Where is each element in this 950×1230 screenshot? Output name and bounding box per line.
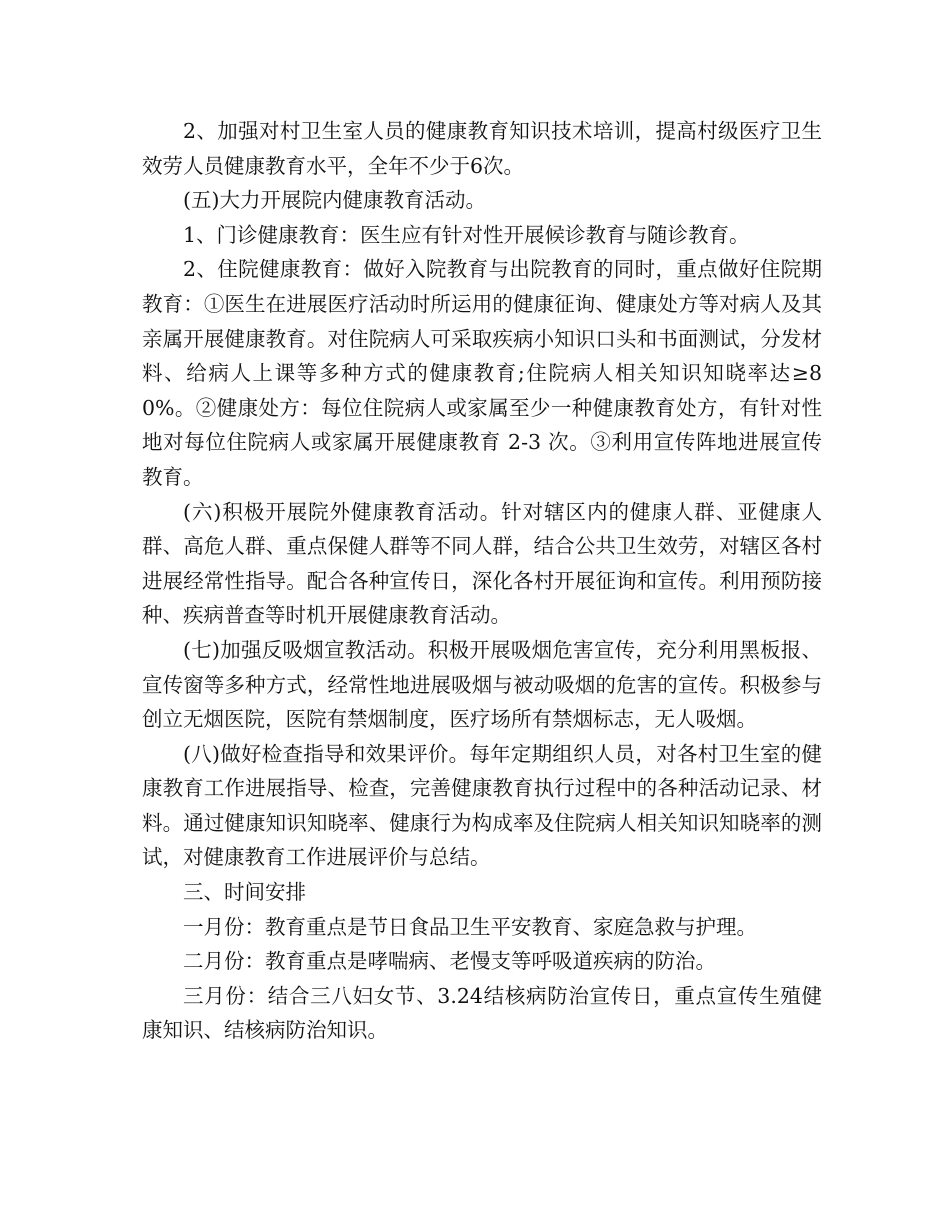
paragraph-inpatient-education: 2、住院健康教育：做好入院教育与出院教育的同时，重点做好住院期教育：①医生在进展医疗活动时所运用的健康征询、健康处方等对病人及其亲属开展健康教育。对住院病人可采取疾病小知识口头和书面测试，分发材料、给病人上课等多种方式的健康教育;住院病人相关知识知晓率达≥80%。②健康处方：每位住院病人或家属至少一种健康教育处方，有针对性地对每位住院病人或家属开展健康教育 2-3 次。③利用宣传阵地进展宣传教育。 xyxy=(142,257,822,489)
document-page xyxy=(142,114,822,1048)
paragraph-january: 一月份：教育重点是节日食品卫生平安教育、家庭急救与护理。 xyxy=(183,914,757,939)
paragraph-march: 三月份：结合三八妇女节、3.24结核病防治宣传日，重点宣传生殖健康知识、结核病防治知识。 xyxy=(142,983,822,1043)
paragraph-section-7-anti-smoking: (七)加强反吸烟宣教活动。积极开展吸烟危害宣传，充分利用黑板报、宣传窗等多种方式，经常性地进展吸烟与被动吸烟的危害的宣传。积极参与创立无烟医院，医院有禁烟制度，医疗场所有禁烟标志，无人吸烟。 xyxy=(142,637,822,732)
paragraph-schedule-heading: 三、时间安排 xyxy=(183,880,306,905)
paragraph-outpatient-education: 1、门诊健康教育：医生应有针对性开展候诊教育与随诊教育。 xyxy=(183,222,750,247)
paragraph-section-8-evaluation: (八)做好检查指导和效果评价。每年定期组织人员，对各村卫生室的健康教育工作进展指导、检查，完善健康教育执行过程中的各种活动记录、材料。通过健康知识知晓率、健康行为构成率及住院病人相关知识知晓率的测试，对健康教育工作进展评价与总结。 xyxy=(142,741,822,870)
paragraph-february: 二月份：教育重点是哮喘病、老慢支等呼吸道疾病的防治。 xyxy=(183,949,716,974)
paragraph-section-6-outreach: (六)积极开展院外健康教育活动。针对辖区内的健康人群、亚健康人群、高危人群、重点保健人群等不同人群，结合公共卫生效劳，对辖区各村进展经常性指导。配合各种宣传日，深化各村开展征询和宣传。利用预防接种、疾病普查等时机开展健康教育活动。 xyxy=(142,499,822,628)
paragraph-section-5-heading: (五)大力开展院内健康教育活动。 xyxy=(183,188,486,213)
paragraph-village-clinic-training: 2、加强对村卫生室人员的健康教育知识技术培训，提高村级医疗卫生效劳人员健康教育水平，全年不少于6次。 xyxy=(142,119,822,178)
